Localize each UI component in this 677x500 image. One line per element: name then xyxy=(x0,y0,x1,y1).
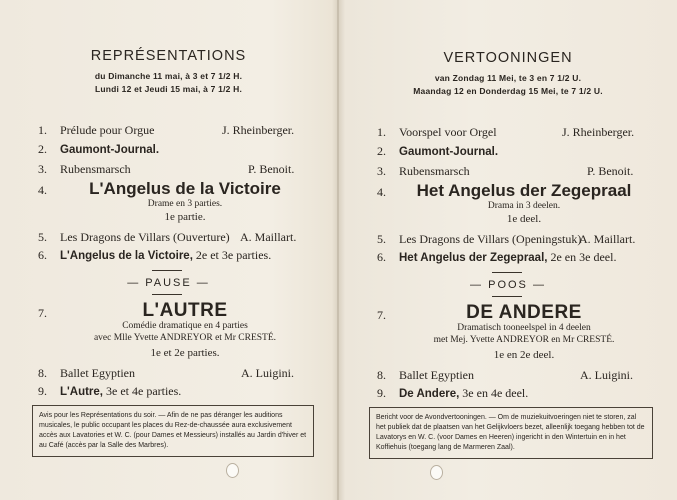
left-item-7-desc: Comédie dramatique en 4 parties xyxy=(122,321,248,331)
right-item-7-part: 1e en 2e deel. xyxy=(493,349,555,361)
left-item-2: 2. Gaumont-Journal. xyxy=(38,142,160,156)
right-item-1-composer: J. Rheinberger. xyxy=(562,125,635,139)
left-item-5-composer: A. Maillart. xyxy=(240,230,297,244)
left-item-8-composer: A. Luigini. xyxy=(241,366,294,380)
right-item-7-title: DE ANDERE xyxy=(466,302,582,323)
left-item-5: 5. Les Dragons de Villars (Ouverture) xyxy=(38,230,230,244)
right-item-4-num: 4. xyxy=(377,185,386,199)
right-item-9: 9. De Andere, 3e en 4e deel. xyxy=(377,386,529,400)
right-item-4-title: Het Angelus der Zegepraal xyxy=(416,181,632,200)
left-item-7-cast: avec Mlle Yvette ANDREYOR et Mr CRESTÉ. xyxy=(93,333,277,343)
left-item-7-num: 7. xyxy=(38,306,47,320)
left-item-3: 3. Rubensmarsch xyxy=(38,162,131,176)
right-item-1: 1. Voorspel voor Orgel xyxy=(377,125,497,139)
right-item-5: 5. Les Dragons de Villars (Openingstuk) xyxy=(377,232,582,246)
right-item-7-desc: Dramatisch tooneelspel in 4 deelen xyxy=(457,323,591,333)
left-item-4-title: L'Angelus de la Victoire xyxy=(89,179,281,198)
left-item-8: 8. Ballet Egyptien xyxy=(38,366,135,380)
left-item-4-desc: Drame en 3 parties. xyxy=(147,199,223,209)
right-schedule-line-1: van Zondag 11 Mei, te 3 en 7 1/2 U. xyxy=(434,73,582,83)
left-item-1: 1. Prélude pour Orgue xyxy=(38,123,155,137)
right-item-4-desc: Drama in 3 deelen. xyxy=(487,201,561,211)
left-schedule-line-2: Lundi 12 et Jeudi 15 mai, à 7 1/2 H. xyxy=(94,84,243,94)
left-item-4-num: 4. xyxy=(38,183,47,197)
right-notice-box: Bericht voor de Avondvertooningen. — Om de muziekuitvoeringen niet te storen, zal het publiek dat de plaatsen van het Gelijkvloers bezet, alleenlijk toegang hebben tot de Lavatorys en W. C. (voor Dames en Heeren) ingericht in den Wintertuin en in het Koffiehuis (toegang lang de Marmeren Zaal). xyxy=(369,407,653,459)
left-item-7-part: 1e et 2e parties. xyxy=(150,347,220,359)
left-schedule-line-1: du Dimanche 11 mai, à 3 et 7 1/2 H. xyxy=(94,71,243,81)
left-item-6: 6. L'Angelus de la Victoire, 2e et 3e parties. xyxy=(38,248,272,262)
left-item-9: 9. L'Autre, 3e et 4e parties. xyxy=(38,384,182,398)
left-rule-bottom xyxy=(152,294,182,295)
left-pause: — PAUSE — xyxy=(127,277,210,289)
right-item-2: 2. Gaumont-Journal. xyxy=(377,144,499,158)
right-schedule-line-2: Maandag 12 en Donderdag 15 Mei, te 7 1/2 U. xyxy=(413,86,603,96)
right-item-4-part: 1e deel. xyxy=(506,213,542,225)
left-page-french xyxy=(0,0,337,500)
left-rule-top xyxy=(152,270,182,271)
right-pause: — POOS — xyxy=(470,279,546,291)
left-title: REPRÉSENTATIONS xyxy=(90,48,247,64)
right-item-7-cast: met Mej. Yvette ANDREYOR en Mr CRESTÉ. xyxy=(433,335,615,345)
right-item-7-num: 7. xyxy=(377,308,386,322)
right-item-3: 3. Rubensmarsch xyxy=(377,164,470,178)
right-punch-hole xyxy=(430,465,443,480)
left-item-1-composer: J. Rheinberger. xyxy=(222,123,295,137)
right-item-8-composer: A. Luigini. xyxy=(580,368,633,382)
left-notice-box: Avis pour les Représentations du soir. — Afin de ne pas déranger les auditions musicales, le public occupant les places du Rez-de-chaussée aura exclusivement accès aux Lavatories et W. C. (pour Dames et Messieurs) installés au Jardin d'hiver et au Café (accès par la Salle des Marbres). xyxy=(32,405,314,457)
left-item-4-part: 1e partie. xyxy=(164,211,206,223)
right-item-5-composer: A. Maillart. xyxy=(579,232,636,246)
left-punch-hole xyxy=(226,463,239,478)
right-item-6: 6. Het Angelus der Zegepraal, 2e en 3e deel. xyxy=(377,250,617,264)
left-item-3-composer: P. Benoit. xyxy=(248,162,295,176)
right-item-3-composer: P. Benoit. xyxy=(587,164,634,178)
right-item-8: 8. Ballet Egyptien xyxy=(377,368,474,382)
right-rule-top xyxy=(492,272,522,273)
right-title: VERTOONINGEN xyxy=(443,50,573,66)
right-page-dutch xyxy=(339,0,677,500)
right-rule-bottom xyxy=(492,296,522,297)
left-item-7-title: L'AUTRE xyxy=(142,300,228,321)
